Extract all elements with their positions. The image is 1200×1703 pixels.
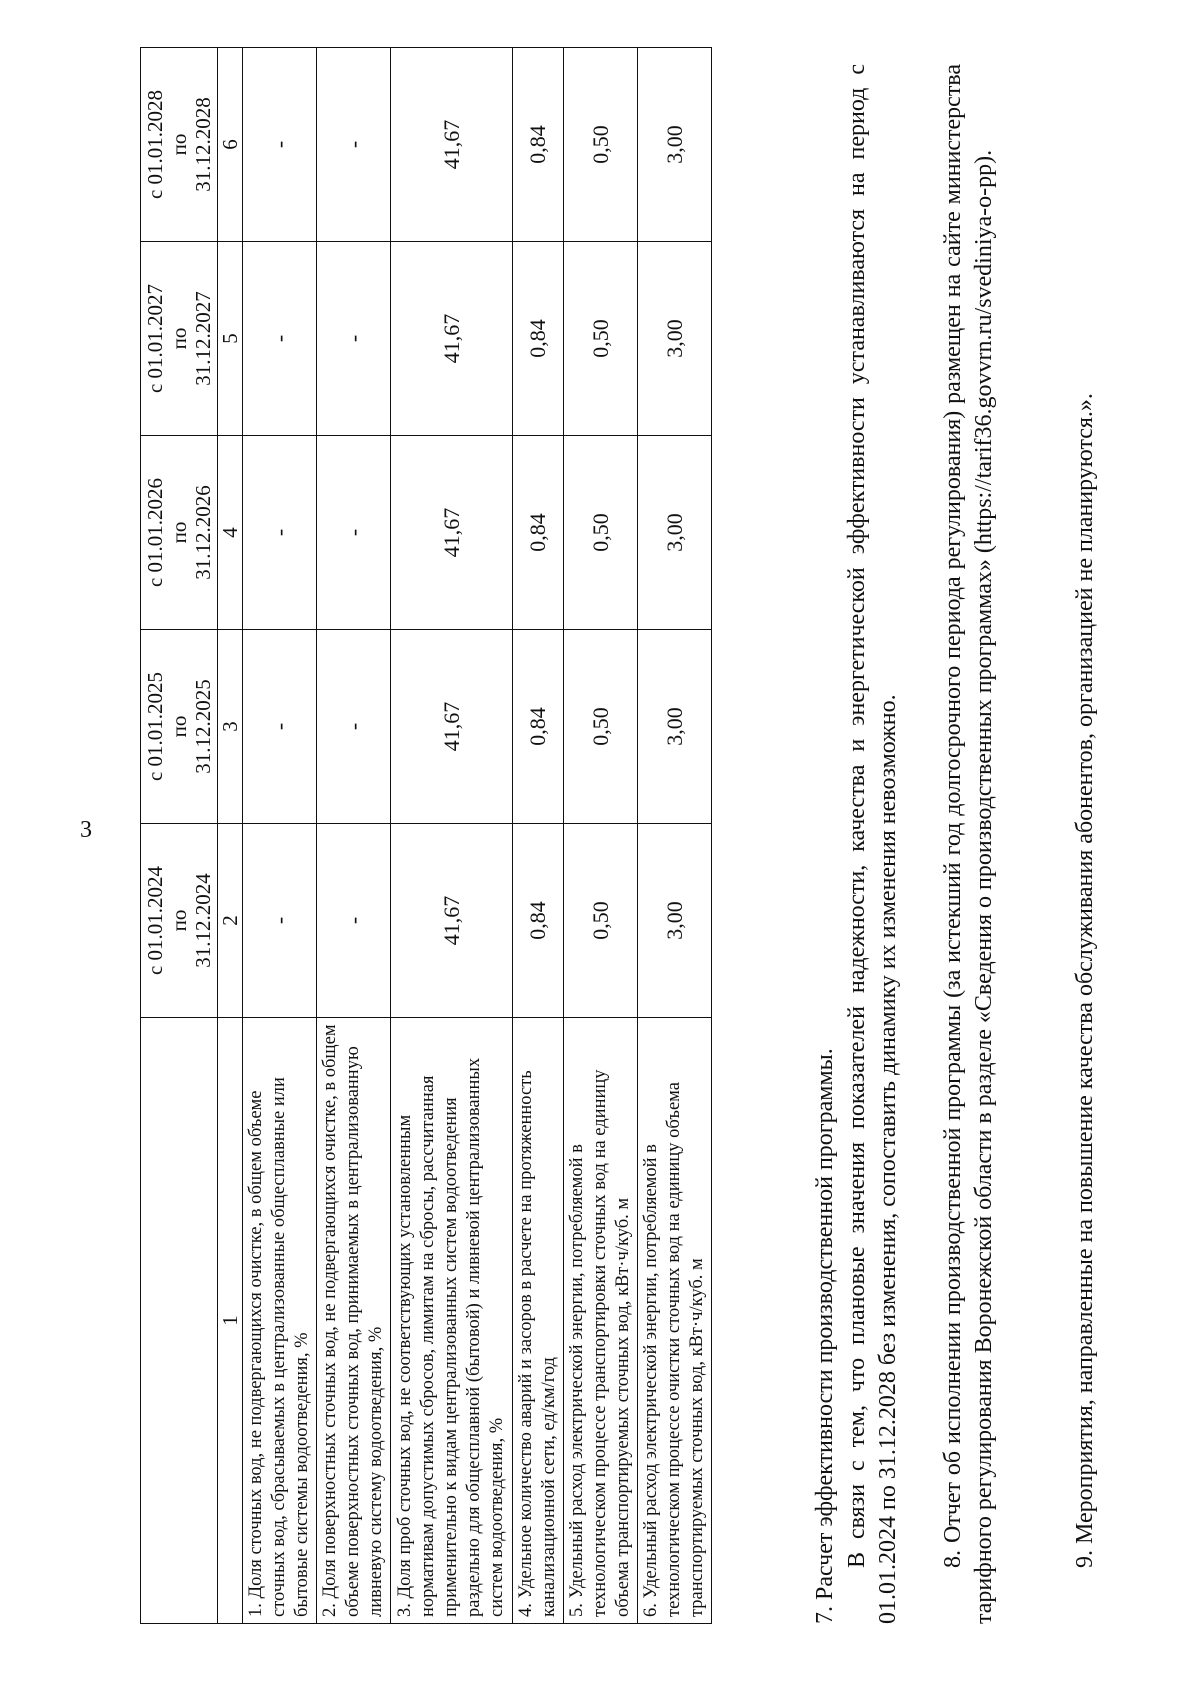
column-number: 4 xyxy=(218,436,243,630)
indicator-value: 0,50 xyxy=(564,824,638,1018)
table-row xyxy=(391,48,513,1624)
header-period-cell: с 01.01.2028 по 31.12.2028 xyxy=(141,48,218,242)
column-number: 5 xyxy=(218,242,243,436)
indicator-name: 2. Доля поверхностных сточных вод, не подвергающихся очистке, в общем объеме поверхностных сточных вод, принимаемых в централизованную ливневую систему водоотведения, % xyxy=(317,1018,391,1624)
indicator-value: 3,00 xyxy=(638,630,712,824)
indicator-value: - xyxy=(317,630,391,824)
indicator-name: 1. Доля сточных вод, не подвергающихся очистке, в общем объеме сточных вод, сбрасываемых в централизованные общесплавные или бытовые системы водоотведения, % xyxy=(243,1018,317,1624)
column-number-row xyxy=(218,48,243,1624)
indicator-value: - xyxy=(243,48,317,242)
indicator-value: - xyxy=(317,242,391,436)
indicator-value: 41,67 xyxy=(391,824,513,1018)
indicator-value: 3,00 xyxy=(638,824,712,1018)
page-number: 3 xyxy=(80,817,92,843)
indicator-value: 3,00 xyxy=(638,242,712,436)
indicator-value: 0,84 xyxy=(513,48,564,242)
table-row xyxy=(638,48,712,1624)
indicator-name: 3. Доля проб сточных вод, не соответствующих установленным нормативам допустимых сбросов, лимитам на сбросы, рассчитанная применительно к видам централизованных систем водоотведения раздельно для общесплавной (бытовой) и ливневой централизованных систем водоотведения, % xyxy=(391,1018,513,1624)
indicator-value: 0,50 xyxy=(564,48,638,242)
column-number: 2 xyxy=(218,824,243,1018)
indicator-name: 6. Удельный расход электрической энергии, потребляемой в технологическом процессе очистки сточных вод на единицу объема транспортируемых сточных вод, кВт·ч/куб. м xyxy=(638,1018,712,1624)
indicator-value: - xyxy=(243,242,317,436)
column-number: 6 xyxy=(218,48,243,242)
indicator-value: - xyxy=(317,48,391,242)
column-number: 1 xyxy=(218,1018,243,1624)
section-9-paragraph: 9. Мероприятия, направленные на повышение качества обслуживания абонентов, организацией не планируются.». xyxy=(1072,393,1098,1568)
table-row xyxy=(243,48,317,1624)
header-period-cell: с 01.01.2024 по 31.12.2024 xyxy=(141,824,218,1018)
column-number: 3 xyxy=(218,630,243,824)
indicator-value: 0,50 xyxy=(564,436,638,630)
efficiency-indicators-table xyxy=(140,47,712,1624)
section-7-heading: 7. Расчет эффективности производственной программы. xyxy=(812,1048,838,1624)
section-7-body: В связи с тем, что плановые значения показателей надежности, качества и энергетической эффективности устанавливаются на период с 01.01.2024 по 31.12.2028 без изменения, сопоставить динамику их изменения невозможно. xyxy=(844,64,901,1624)
indicator-value: - xyxy=(243,630,317,824)
indicator-value: 3,00 xyxy=(638,436,712,630)
indicator-name: 5. Удельный расход электрической энергии, потребляемой в технологическом процессе транспортировки сточных вод на единицу объема транспортируемых сточных вод, кВт·ч/куб. м xyxy=(564,1018,638,1624)
section-8-paragraph: 8. Отчет об исполнении производственной программы (за истекший год долгосрочного периода регулирования) размещен на сайте министерства тарифного регулирования Воронежской области в разделе «Сведения о производственных программах» (https://tarif36.govvrn.ru/svediniya-o-pp). xyxy=(940,64,997,1624)
header-period-cell: с 01.01.2026 по 31.12.2026 xyxy=(141,436,218,630)
header-indicator-cell xyxy=(141,1018,218,1624)
indicator-value: 0,50 xyxy=(564,242,638,436)
rotated-page-content xyxy=(0,30,1200,1680)
indicator-value: 0,84 xyxy=(513,824,564,1018)
indicator-value: 41,67 xyxy=(391,436,513,630)
indicator-value: - xyxy=(243,436,317,630)
indicator-name: 4. Удельное количество аварий и засоров в расчете на протяженность канализационной сети, ед/км/год xyxy=(513,1018,564,1624)
indicator-value: 0,84 xyxy=(513,242,564,436)
header-period-cell: с 01.01.2025 по 31.12.2025 xyxy=(141,630,218,824)
header-period-cell: с 01.01.2027 по 31.12.2027 xyxy=(141,242,218,436)
table-row xyxy=(564,48,638,1624)
indicator-value: 41,67 xyxy=(391,242,513,436)
indicator-value: - xyxy=(317,824,391,1018)
indicator-value: 3,00 xyxy=(638,48,712,242)
indicator-value: 0,84 xyxy=(513,436,564,630)
indicator-value: 41,67 xyxy=(391,630,513,824)
table-header-row xyxy=(141,48,218,1624)
indicator-value: - xyxy=(317,436,391,630)
table-row xyxy=(317,48,391,1624)
table-row xyxy=(513,48,564,1624)
indicator-value: - xyxy=(243,824,317,1018)
indicator-value: 0,50 xyxy=(564,630,638,824)
indicator-value: 0,84 xyxy=(513,630,564,824)
indicator-value: 41,67 xyxy=(391,48,513,242)
